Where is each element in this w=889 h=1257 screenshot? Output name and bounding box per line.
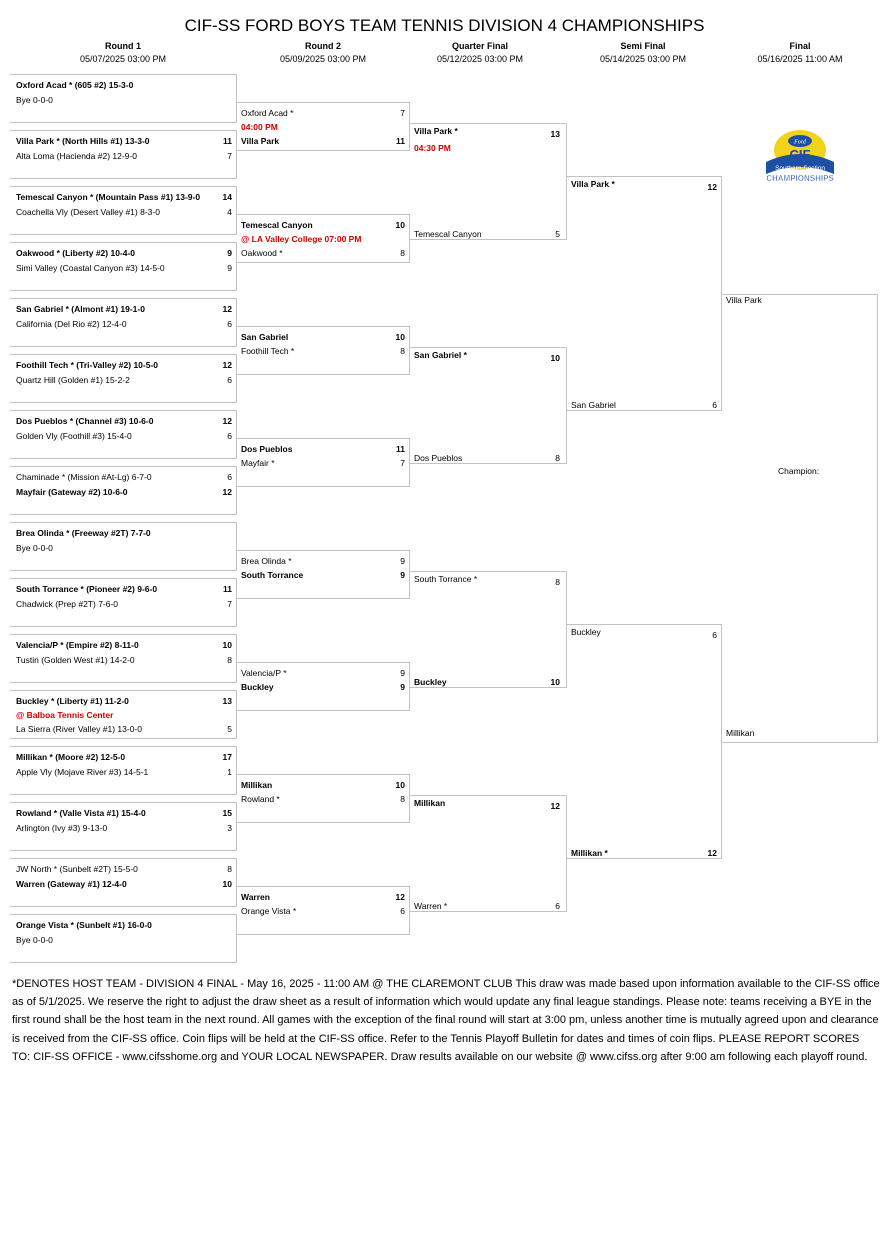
team-score: 7 xyxy=(227,599,232,609)
team-score: 7 xyxy=(400,108,405,118)
round2-top-line xyxy=(236,550,409,551)
round1-vertical-line xyxy=(236,802,237,851)
team-score: 8 xyxy=(555,577,560,587)
team-name: Buckley xyxy=(414,677,447,687)
round-name: Quarter Final xyxy=(451,41,508,51)
team-score: 12 xyxy=(707,182,717,192)
round-header xyxy=(405,40,555,66)
team-name: Orange Vista * xyxy=(241,906,297,916)
team-score xyxy=(202,919,232,931)
team-score: 12 xyxy=(222,416,232,426)
team-name: Simi Valley (Coastal Canyon #3) 14-5-0 xyxy=(16,263,165,273)
team-name: Oakwood * (Liberty #2) 10-4-0 xyxy=(16,248,136,258)
team-score: 11 xyxy=(223,136,232,146)
team-name: Villa Park xyxy=(241,136,280,146)
team-name: South Torrance * xyxy=(414,574,478,584)
final-team-bottom: Millikan xyxy=(726,728,755,738)
team-name: Rowland * (Valle Vista #1) 15-4-0 xyxy=(16,808,146,818)
round-date: 05/07/2025 03:00 PM xyxy=(79,54,167,64)
team-name: Temescal Canyon * (Mountain Pass #1) 13-9-0 xyxy=(16,192,201,202)
round1-bottom-line xyxy=(10,178,236,179)
team-score: 12 xyxy=(222,360,232,370)
logo-brand-text: Ford xyxy=(794,139,806,146)
team-score: 6 xyxy=(712,400,717,410)
team-score xyxy=(202,542,232,554)
team-score: 5 xyxy=(555,229,560,239)
team-score: 11 xyxy=(396,136,405,146)
round1-bottom-line xyxy=(10,738,236,739)
team-name: Oxford Acad * xyxy=(241,108,294,118)
team-name: Chadwick (Prep #2T) 7-6-0 xyxy=(16,599,119,609)
round1-bottom-line xyxy=(10,514,236,515)
team-name: Brea Olinda * (Freeway #2T) 7-7-0 xyxy=(16,528,151,538)
round1-vertical-line xyxy=(236,130,237,179)
team-score: 17 xyxy=(222,752,232,762)
team-name: Bye 0-0-0 xyxy=(16,543,53,553)
champion-label: Champion: xyxy=(778,466,820,476)
footnote-text: *DENOTES HOST TEAM - DIVISION 4 FINAL - May 16, 2025 - 11:00 AM @ THE CLAREMONT CLUB This draw was made based upon information available to the CIF-SS office as of 5/1/2025. We reserve the right to adjust the draw sheet as a result of information which would update any final league standings. Please note: teams receiving a BYE in the first round shall be the host team in the next round. All games with the exception of the final round will start at 3:00 pm, unless another time is mutually agreed upon and clearance is received from the CIF-SS office. Coin flips will be held at the CIF-SS office. Refer to the Tennis Playoff Bulletin for dates and times of coin flips. PLEASE REPORT SCORES TO: CIF-SS OFFICE - www.cifsshome.org and YOUR LOCAL NEWSPAPER. Draw results available on our website @ www.cifss.org after 9:00 am following each playoff round. xyxy=(12,978,880,1063)
semifinal-top-line xyxy=(566,176,721,177)
team-name: Golden Vly (Foothill #3) 15-4-0 xyxy=(16,431,132,441)
team-score: 9 xyxy=(400,556,405,566)
round2-bottom-line xyxy=(236,486,409,487)
round1-bottom-line xyxy=(10,626,236,627)
team-score: 10 xyxy=(395,332,405,342)
team-score: 1 xyxy=(227,767,232,777)
round1-top-line xyxy=(10,914,236,915)
round2-vertical-line xyxy=(409,550,410,599)
round1-vertical-line xyxy=(236,74,237,123)
logo-championships-text: CHAMPIONSHIPS xyxy=(766,174,834,183)
team-score: 6 xyxy=(227,375,232,385)
team-name: Temescal Canyon xyxy=(414,229,482,239)
team-score xyxy=(202,527,232,539)
round2-bottom-line xyxy=(236,710,409,711)
round2-top-line xyxy=(236,326,409,327)
team-score: 8 xyxy=(400,346,405,356)
team-score: 10 xyxy=(550,677,560,687)
team-score: 6 xyxy=(555,901,560,911)
round2-top-line xyxy=(236,662,409,663)
team-name: Arlington (Ivy #3) 9-13-0 xyxy=(16,823,108,833)
team-score xyxy=(202,934,232,946)
round2-bottom-line xyxy=(236,374,409,375)
quarterfinal-top-line xyxy=(409,347,566,348)
team-score: 6 xyxy=(227,431,232,441)
team-name: Brea Olinda * xyxy=(241,556,292,566)
round2-top-line xyxy=(236,774,409,775)
logo-cif-text: CIF xyxy=(789,147,811,162)
team-name: Bye 0-0-0 xyxy=(16,95,53,105)
round1-top-line xyxy=(10,578,236,579)
team-name: San Gabriel * xyxy=(414,350,467,360)
team-score: 8 xyxy=(400,248,405,258)
round1-bottom-line xyxy=(10,346,236,347)
round2-bottom-line xyxy=(236,822,409,823)
team-score: 12 xyxy=(707,848,717,858)
team-name: Millikan xyxy=(414,798,446,808)
match-note: 04:30 PM xyxy=(414,143,451,153)
team-name: Foothill Tech * xyxy=(241,346,295,356)
team-score: 8 xyxy=(555,453,560,463)
team-score: 9 xyxy=(400,682,405,692)
round1-vertical-line xyxy=(236,746,237,795)
team-score: 12 xyxy=(222,304,232,314)
team-name: Apple Vly (Mojave River #3) 14-5-1 xyxy=(16,767,149,777)
team-score: 10 xyxy=(550,353,560,363)
round-date: 05/12/2025 03:00 PM xyxy=(436,54,524,64)
round1-top-line xyxy=(10,522,236,523)
team-name: Tustin (Golden West #1) 14-2-0 xyxy=(16,655,135,665)
team-name: Millikan xyxy=(241,780,273,790)
round1-bottom-line xyxy=(10,122,236,123)
team-name: Warren * xyxy=(414,901,448,911)
team-name: Rowland * xyxy=(241,794,280,804)
round2-top-line xyxy=(236,214,409,215)
team-name: San Gabriel xyxy=(241,332,289,342)
quarterfinal-vertical-line xyxy=(566,123,567,240)
round1-vertical-line xyxy=(236,186,237,235)
round2-vertical-line xyxy=(409,326,410,375)
round1-vertical-line xyxy=(236,914,237,963)
round2-top-line xyxy=(236,886,409,887)
team-name: Buckley * (Liberty #1) 11-2-0 xyxy=(16,696,129,706)
team-score: 3 xyxy=(227,823,232,833)
team-score: 12 xyxy=(222,487,232,497)
round2-vertical-line xyxy=(409,774,410,823)
team-name: Millikan * xyxy=(571,848,608,858)
round1-top-line xyxy=(10,130,236,131)
team-score: 7 xyxy=(227,151,232,161)
team-name: Oakwood * xyxy=(241,248,283,258)
team-score: 4 xyxy=(227,207,232,217)
team-score: 9 xyxy=(400,668,405,678)
team-score: 9 xyxy=(400,570,405,580)
team-name: Warren (Gateway #1) 12-4-0 xyxy=(16,879,127,889)
round1-bottom-line xyxy=(10,962,236,963)
team-name: Alta Loma (Hacienda #2) 12-9-0 xyxy=(16,151,137,161)
quarterfinal-top-line xyxy=(409,571,566,572)
team-score: 5 xyxy=(227,724,232,734)
team-name: Dos Pueblos xyxy=(414,453,463,463)
round1-bottom-line xyxy=(10,570,236,571)
team-name: Valencia/P * (Empire #2) 8-11-0 xyxy=(16,640,139,650)
team-score: 9 xyxy=(227,263,232,273)
team-score: 11 xyxy=(223,584,232,594)
round1-bottom-line xyxy=(10,234,236,235)
round1-vertical-line xyxy=(236,466,237,515)
team-name: South Torrance xyxy=(241,570,304,580)
round2-bottom-line xyxy=(236,934,409,935)
cif-southern-section-logo xyxy=(758,128,842,186)
team-name: Millikan * (Moore #2) 12-5-0 xyxy=(16,752,126,762)
round1-bottom-line xyxy=(10,682,236,683)
semifinal-top-line xyxy=(566,624,721,625)
round2-bottom-line xyxy=(236,598,409,599)
final-bottom-line xyxy=(721,742,877,743)
team-score: 12 xyxy=(550,801,560,811)
round2-bottom-line xyxy=(236,262,409,263)
team-name: Mayfair * xyxy=(241,458,275,468)
round-date: 05/14/2025 03:00 PM xyxy=(599,54,687,64)
logo-section-text: Southern Section xyxy=(775,165,825,172)
team-score: 13 xyxy=(222,696,232,706)
page-title: CIF-SS FORD BOYS TEAM TENNIS DIVISION 4 CHAMPIONSHIPS xyxy=(184,16,705,35)
team-name: San Gabriel * (Almont #1) 19-1-0 xyxy=(16,304,145,314)
round1-top-line xyxy=(10,242,236,243)
match-note: 04:00 PM xyxy=(241,122,278,132)
final-vertical-line xyxy=(877,294,878,743)
round1-bottom-line xyxy=(10,794,236,795)
round1-top-line xyxy=(10,354,236,355)
final-team-top: Villa Park xyxy=(726,295,762,305)
round1-vertical-line xyxy=(236,634,237,683)
team-name: La Sierra (River Valley #1) 13-0-0 xyxy=(16,724,142,734)
round1-vertical-line xyxy=(236,354,237,403)
round1-top-line xyxy=(10,466,236,467)
round1-vertical-line xyxy=(236,410,237,459)
team-score: 12 xyxy=(395,892,405,902)
team-score: 6 xyxy=(227,319,232,329)
team-score: 15 xyxy=(222,808,232,818)
team-score: 10 xyxy=(222,879,232,889)
team-score: 9 xyxy=(227,248,232,258)
team-name: California (Del Rio #2) 12-4-0 xyxy=(16,319,127,329)
round1-top-line xyxy=(10,690,236,691)
match-note: @ Balboa Tennis Center xyxy=(16,710,114,720)
quarterfinal-vertical-line xyxy=(566,795,567,912)
round1-top-line xyxy=(10,298,236,299)
quarterfinal-vertical-line xyxy=(566,347,567,464)
match-note: @ LA Valley College 07:00 PM xyxy=(241,234,362,244)
round2-top-line xyxy=(236,102,409,103)
round-header xyxy=(248,40,398,66)
team-score xyxy=(202,79,232,91)
team-name: Foothill Tech * (Tri-Valley #2) 10-5-0 xyxy=(16,360,159,370)
round-name: Round 2 xyxy=(305,41,341,51)
team-name: Villa Park * xyxy=(571,179,615,189)
team-score: 10 xyxy=(395,220,405,230)
quarterfinal-top-line xyxy=(409,795,566,796)
team-name: Temescal Canyon xyxy=(241,220,313,230)
team-name: Dos Pueblos * (Channel #3) 10-6-0 xyxy=(16,416,154,426)
team-name: Dos Pueblos xyxy=(241,444,293,454)
round-header xyxy=(568,40,718,66)
round-date: 05/16/2025 11:00 AM xyxy=(757,54,843,64)
round-name: Semi Final xyxy=(620,41,666,51)
team-score: 6 xyxy=(227,472,232,482)
team-score: 10 xyxy=(395,780,405,790)
round2-top-line xyxy=(236,438,409,439)
round1-vertical-line xyxy=(236,578,237,627)
team-name: South Torrance * (Pioneer #2) 9-6-0 xyxy=(16,584,158,594)
round1-top-line xyxy=(10,802,236,803)
round1-bottom-line xyxy=(10,906,236,907)
round1-vertical-line xyxy=(236,522,237,571)
team-name: Villa Park * xyxy=(414,126,458,136)
round1-vertical-line xyxy=(236,690,237,739)
team-name: Warren xyxy=(241,892,270,902)
round2-vertical-line xyxy=(409,102,410,151)
team-score: 8 xyxy=(400,794,405,804)
round-header xyxy=(48,40,198,66)
team-name: San Gabriel xyxy=(571,400,616,410)
team-name: Oxford Acad * (605 #2) 15-3-0 xyxy=(16,80,134,90)
round1-vertical-line xyxy=(236,858,237,907)
team-score: 6 xyxy=(712,630,717,640)
team-name: Chaminade * (Mission #At-Lg) 6-7-0 xyxy=(16,472,152,482)
team-name: Orange Vista * (Sunbelt #1) 16-0-0 xyxy=(16,920,152,930)
team-score xyxy=(202,94,232,106)
team-score: 8 xyxy=(227,655,232,665)
round1-bottom-line xyxy=(10,850,236,851)
team-score: 6 xyxy=(400,906,405,916)
quarterfinal-vertical-line xyxy=(566,571,567,688)
team-name: Coachella Vly (Desert Valley #1) 8-3-0 xyxy=(16,207,160,217)
team-name: Valencia/P * xyxy=(241,668,287,678)
round-header xyxy=(725,40,875,66)
round1-bottom-line xyxy=(10,458,236,459)
round2-bottom-line xyxy=(236,150,409,151)
round-name: Final xyxy=(789,41,811,51)
round1-top-line xyxy=(10,186,236,187)
team-score: 10 xyxy=(222,640,232,650)
round1-top-line xyxy=(10,746,236,747)
team-name: Bye 0-0-0 xyxy=(16,935,53,945)
round1-vertical-line xyxy=(236,242,237,291)
round1-bottom-line xyxy=(10,402,236,403)
round1-top-line xyxy=(10,410,236,411)
round1-top-line xyxy=(10,74,236,75)
team-name: Buckley xyxy=(241,682,274,692)
team-score: 14 xyxy=(222,192,232,202)
team-name: Quartz Hill (Golden #1) 15-2-2 xyxy=(16,375,130,385)
team-score: 8 xyxy=(227,864,232,874)
round1-vertical-line xyxy=(236,298,237,347)
team-score: 13 xyxy=(550,129,560,139)
team-name: JW North * (Sunbelt #2T) 15-5-0 xyxy=(16,864,138,874)
round-date: 05/09/2025 03:00 PM xyxy=(279,54,367,64)
quarterfinal-top-line xyxy=(409,123,566,124)
team-name: Villa Park * (North Hills #1) 13-3-0 xyxy=(16,136,150,146)
round1-top-line xyxy=(10,634,236,635)
round-name: Round 1 xyxy=(105,41,141,51)
team-score: 11 xyxy=(396,444,405,454)
team-name: Buckley xyxy=(571,627,601,637)
team-score: 7 xyxy=(400,458,405,468)
team-name: Mayfair (Gateway #2) 10-6-0 xyxy=(16,487,128,497)
round1-top-line xyxy=(10,858,236,859)
round1-bottom-line xyxy=(10,290,236,291)
